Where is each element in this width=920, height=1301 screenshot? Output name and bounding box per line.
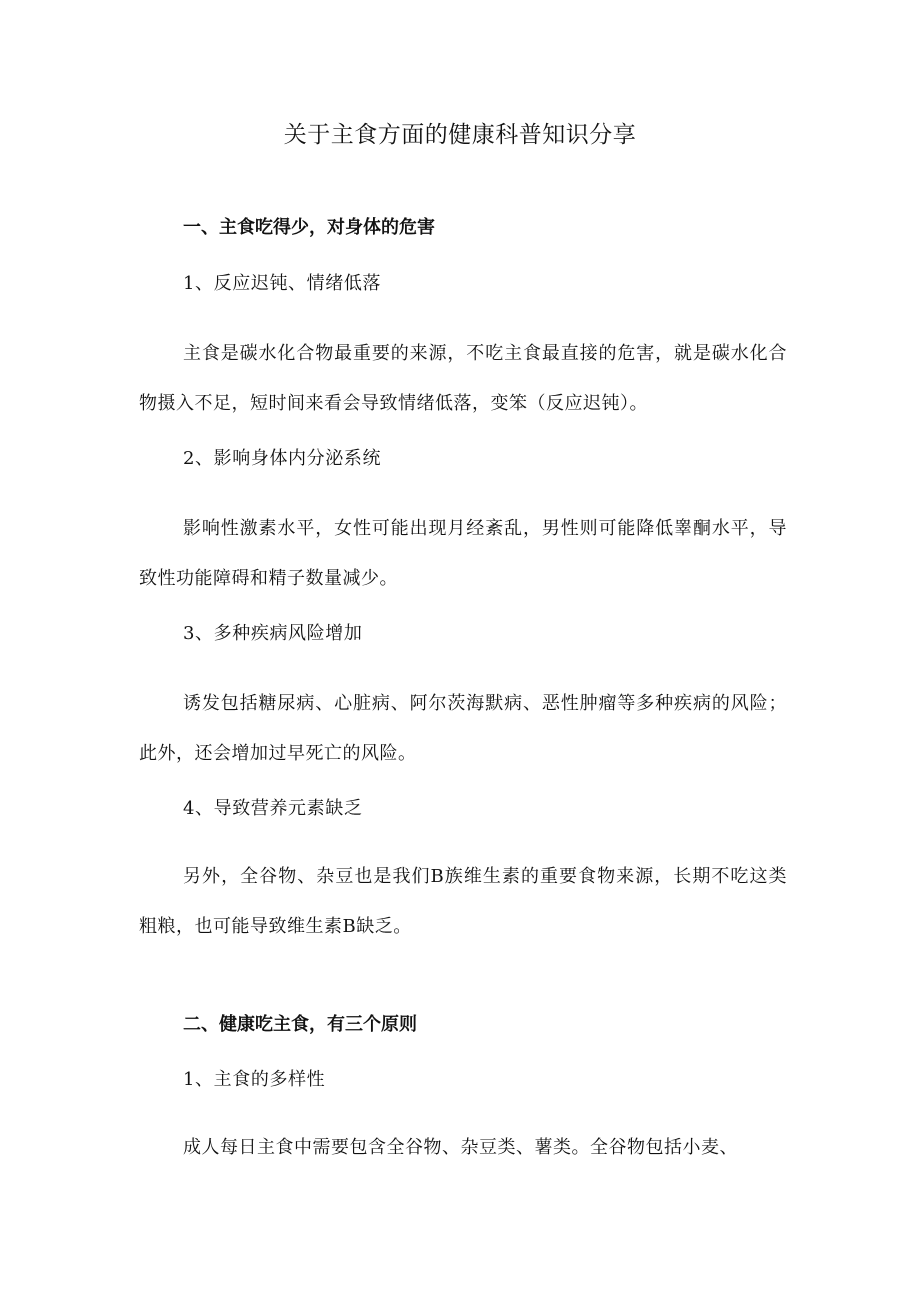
paragraph-2-1: 成人每日主食中需要包含全谷物、杂豆类、薯类。全谷物包括小麦、	[183, 1137, 738, 1158]
subheading-2-1: 1、主食的多样性	[183, 1069, 326, 1090]
paragraph-1-1: 主食是碳水化合物最重要的来源，不吃主食最直接的危害，就是碳水化合物摄入不足，短时间来看会导致情绪低落，变笨（反应迟钝）。	[139, 343, 787, 414]
subheading-1-2: 2、影响身体内分泌系统	[183, 448, 382, 469]
subheading-1-4: 4、导致营养元素缺乏	[183, 798, 363, 819]
section-heading-2: 二、健康吃主食，有三个原则	[183, 1014, 417, 1035]
paragraph-1-4: 另外，全谷物、杂豆也是我们B族维生素的重要食物来源，长期不吃这类粗粮，也可能导致维生素B缺乏。	[139, 866, 787, 937]
subheading-1-1: 1、反应迟钝、情绪低落	[183, 273, 382, 294]
subheading-1-3: 3、多种疾病风险增加	[183, 623, 363, 644]
paragraph-1-2: 影响性激素水平，女性可能出现月经紊乱，男性则可能降低睾酮水平，导致性功能障碍和精子数量减少。	[139, 518, 787, 589]
document-title: 关于主食方面的健康科普知识分享	[283, 122, 637, 148]
section-heading-1: 一、主食吃得少，对身体的危害	[183, 217, 435, 238]
paragraph-1-3: 诱发包括糖尿病、心脏病、阿尔茨海默病、恶性肿瘤等多种疾病的风险；此外，还会增加过早死亡的风险。	[139, 693, 787, 764]
